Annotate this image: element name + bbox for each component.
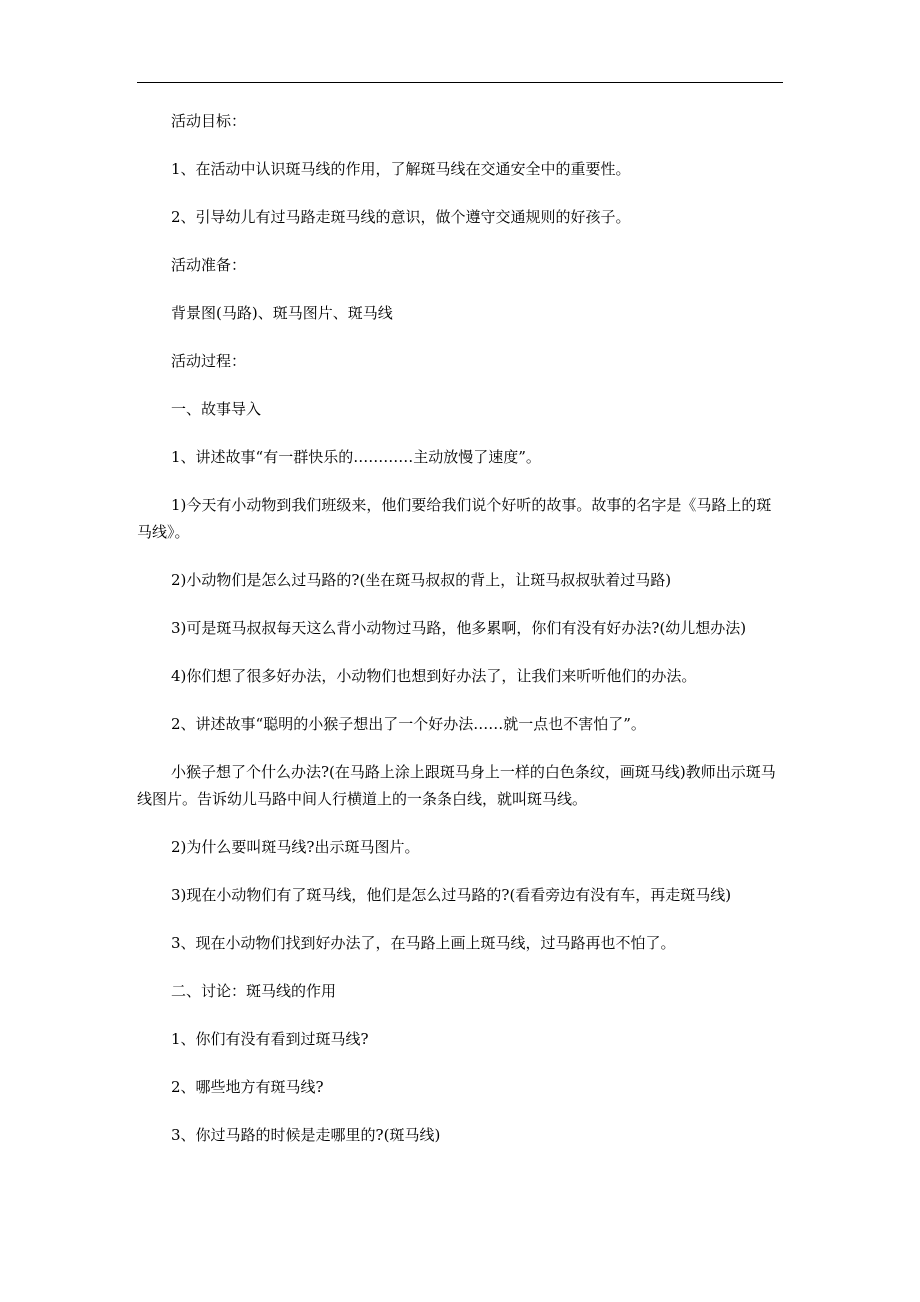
heading-activity-goals: 活动目标： (171, 112, 247, 130)
goal-item: 1、在活动中认识斑马线的作用，了解斑马线在交通安全中的重要性。 (171, 160, 631, 178)
section-heading: 二、讨论：斑马线的作用 (171, 982, 337, 1000)
process-step: 1、讲述故事“有一群快乐的…………主动放慢了速度”。 (171, 448, 541, 466)
process-substep: 2)为什么要叫斑马线?出示斑马图片。 (171, 838, 420, 856)
process-substep: 3)可是斑马叔叔每天这么背小动物过马路，他多累啊，你们有没有好办法?(幼儿想办法) (171, 619, 747, 637)
process-substep: 小猴子想了个什么办法?(在马路上涂上跟斑马身上一样的白色条纹，画斑马线)教师出示斑马线图片。告诉幼儿马路中间人行横道上的一条条白线，就叫斑马线。 (137, 763, 776, 808)
process-step: 3、现在小动物们找到好办法了，在马路上画上斑马线，过马路再也不怕了。 (171, 934, 676, 952)
process-step: 2、讲述故事“聪明的小猴子想出了一个好办法……就一点也不害怕了”。 (171, 715, 646, 733)
process-substep: 3)现在小动物们有了斑马线，他们是怎么过马路的?(看看旁边有没有车，再走斑马线) (171, 886, 732, 904)
process-substep: 2)小动物们是怎么过马路的?(坐在斑马叔叔的背上，让斑马叔叔驮着过马路) (171, 571, 672, 589)
header-rule (137, 82, 783, 83)
discussion-question: 3、你过马路的时候是走哪里的?(斑马线) (171, 1126, 441, 1144)
heading-activity-preparation: 活动准备： (171, 256, 247, 274)
discussion-question: 2、哪些地方有斑马线? (171, 1078, 324, 1096)
document-body (137, 108, 783, 1170)
preparation-text: 背景图(马路)、斑马图片、斑马线 (171, 304, 393, 322)
heading-activity-process: 活动过程： (171, 352, 247, 370)
process-substep: 4)你们想了很多好办法，小动物们也想到好办法了，让我们来听听他们的办法。 (171, 667, 697, 685)
goal-item: 2、引导幼儿有过马路走斑马线的意识，做个遵守交通规则的好孩子。 (171, 208, 631, 226)
process-substep: 1)今天有小动物到我们班级来，他们要给我们说个好听的故事。故事的名字是《马路上的斑马线》。 (137, 496, 772, 541)
discussion-question: 1、你们有没有看到过斑马线? (171, 1030, 369, 1048)
section-heading: 一、故事导入 (171, 400, 262, 418)
